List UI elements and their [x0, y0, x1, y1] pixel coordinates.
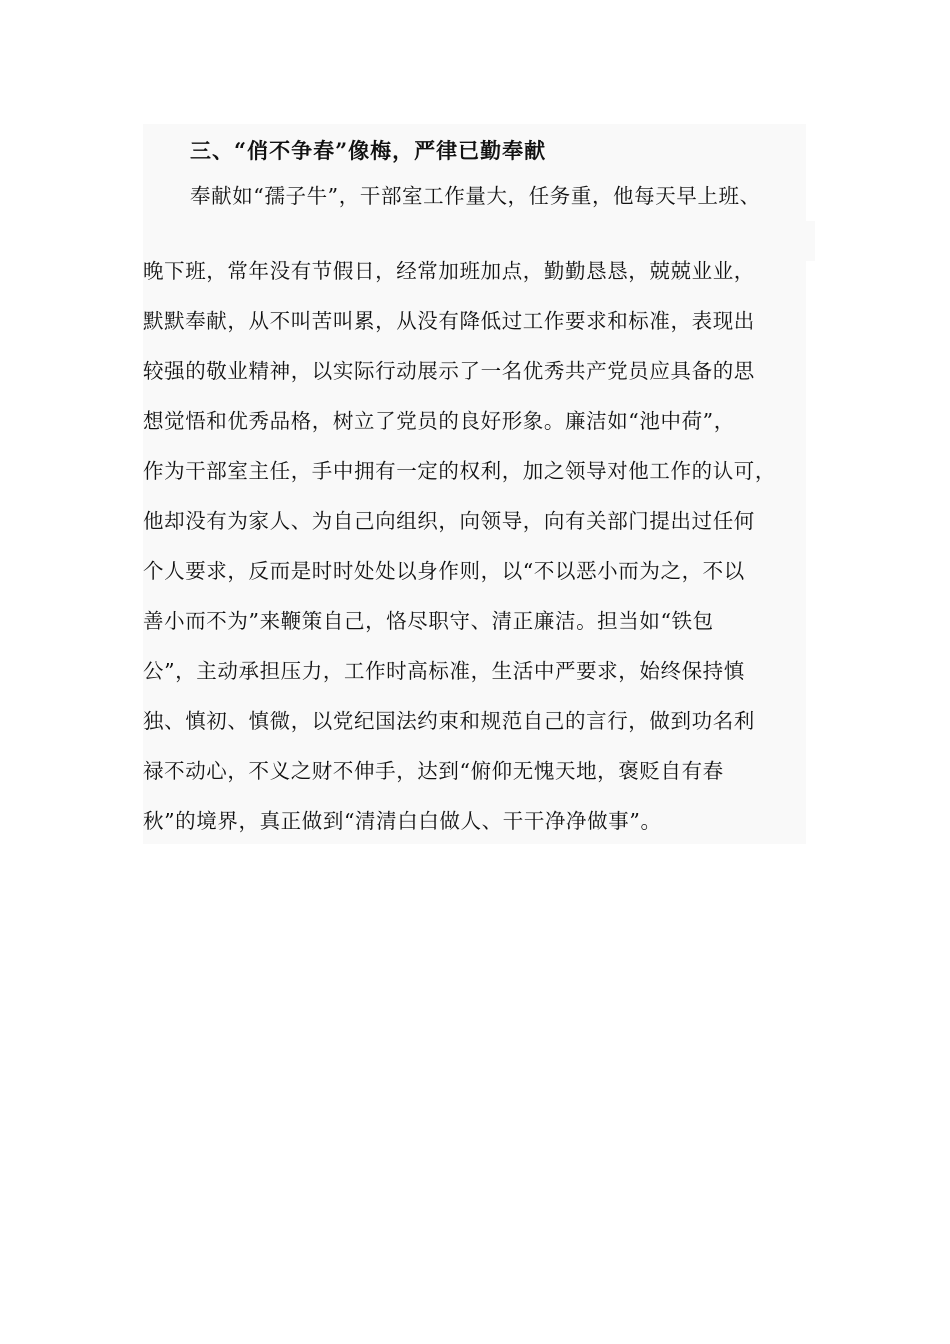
paragraph-line: 独、慎初、慎微，以党纪国法约束和规范自己的言行，做到功名利 — [143, 709, 755, 733]
paragraph-line: 秋”的境界，真正做到“清清白白做人、干干净净做事”。 — [143, 809, 662, 833]
document-section — [143, 124, 806, 844]
paragraph-line: 他却没有为家人、为自己向组织，向领导，向有关部门提出过任何 — [143, 509, 755, 533]
paragraph-line: 奉献如“孺子牛”，干部室工作量大，任务重，他每天早上班、 — [190, 184, 761, 208]
paragraph-line: 默默奉献，从不叫苦叫累，从没有降低过工作要求和标准，表现出 — [143, 309, 755, 333]
paragraph-line: 个人要求，反而是时时处处以身作则，以“不以恶小而为之，不以 — [143, 559, 745, 583]
section-heading: 三、“俏不争春”像梅，严律已勤奉献 — [190, 138, 547, 163]
paragraph-line: 作为干部室主任，手中拥有一定的权利，加之领导对他工作的认可， — [143, 459, 776, 483]
paragraph-line: 较强的敬业精神，以实际行动展示了一名优秀共产党员应具备的思 — [143, 359, 755, 383]
paragraph-line: 晚下班，常年没有节假日，经常加班加点，勤勤恳恳，兢兢业业， — [143, 259, 755, 283]
paragraph-line: 善小而不为”来鞭策自己，恪尽职守、清正廉洁。担当如“铁包 — [143, 609, 714, 633]
paragraph-line: 禄不动心，不义之财不伸手，达到“俯仰无愧天地，褒贬自有春 — [143, 759, 724, 783]
paragraph-line: 想觉悟和优秀品格，树立了党员的良好形象。廉洁如“池中荷”， — [143, 409, 735, 433]
paragraph-line: 公”，主动承担压力，工作时高标准，生活中严要求，始终保持慎 — [143, 659, 745, 683]
